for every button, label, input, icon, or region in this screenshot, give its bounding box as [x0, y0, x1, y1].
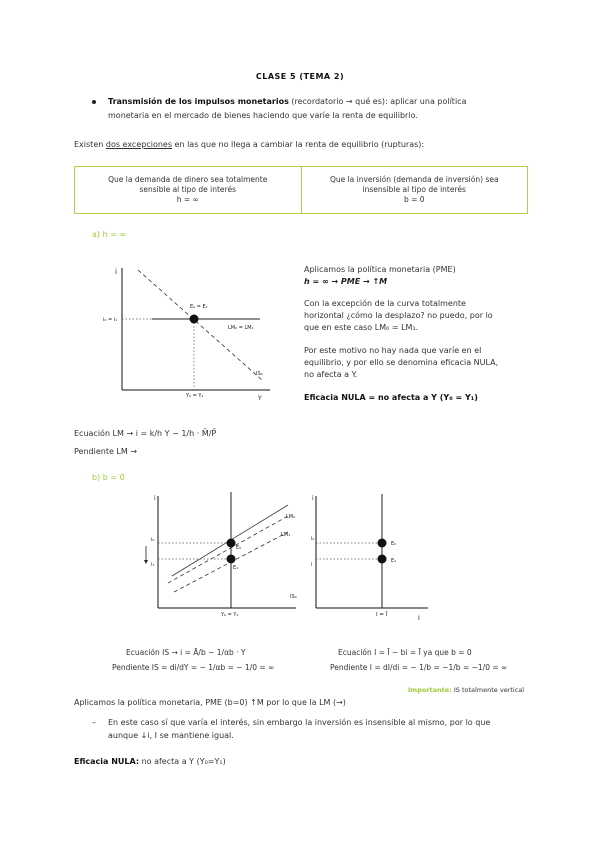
a-text-4: horizontal ¿cómo la desplazo? no puedo, por lo	[304, 311, 493, 320]
exception-right-l3: b = 0	[403, 195, 425, 204]
bullet-text	[108, 96, 528, 108]
graph-b-left-e1-point	[227, 555, 236, 564]
intro-underlined: dos excepciones	[105, 140, 172, 149]
note	[408, 686, 524, 695]
note-bold: Importante:	[408, 686, 452, 694]
a-text-5: que en este caso LM₀ = LM₁.	[304, 323, 419, 332]
graph-a-is-label: IS₀	[256, 371, 263, 377]
a-text-6: Por este motivo no hay nada que varíe en el	[304, 346, 482, 355]
graph-b-right-e0-point	[378, 539, 387, 548]
section-a-heading: a) h = ∞	[92, 230, 127, 239]
intro-post: en las que no llega a cambiar la renta de equilibrio (rupturas):	[172, 140, 425, 149]
eq-lm: Ecuación LM → i = k/h Y − 1/h · M̄/P̄	[74, 429, 217, 438]
graph-b-left-lm0	[168, 516, 291, 583]
exception-left	[75, 167, 301, 213]
exception-left-l1: Que la demanda de dinero sea totalmente	[108, 175, 268, 184]
note-rest: IS totalmente vertical	[451, 686, 525, 694]
final-line	[74, 756, 226, 768]
graph-b-right-e0: E₀	[391, 541, 397, 547]
bullet-line2: monetaria en el mercado de bienes haciendo que varíe la renta de equilibrio.	[108, 111, 418, 120]
exception-right-l2: insensible al tipo de interés	[362, 185, 466, 194]
bullet-dot	[92, 100, 96, 104]
dash-line-1: En este caso sí que varía el interés, sin embargo la inversión es insensible al mismo, por lo que	[108, 718, 491, 727]
graph-b-right-e1: E₁	[391, 558, 397, 564]
exception-right-l1: Que la inversión (demanda de inversión) sea	[329, 175, 499, 184]
graph-b-left-is-label: IS₀	[290, 594, 297, 600]
a-text-1: Aplicamos la política monetaria (PME)	[304, 265, 456, 274]
slope-i: Pendiente I = dI/di = − 1/b = −1/b = −1/0 = ∞	[330, 663, 508, 672]
graph-a-x-axis: Y	[258, 395, 262, 402]
a-text-3: Con la excepción de la curva totalmente	[304, 299, 466, 308]
page-title: CLASE 5 (TEMA 2)	[255, 72, 345, 81]
final-bold: Eficacia NULA:	[74, 757, 140, 766]
graph-a-eq-label: E₀ = E₁	[190, 304, 208, 310]
exception-left-l3: h = ∞	[176, 195, 199, 204]
graph-a-y-axis: i	[115, 268, 117, 276]
graph-b-left	[138, 488, 313, 624]
slope-is: Pendiente IS = di/dY = − 1/αb = − 1/0 = ∞	[112, 663, 275, 672]
graph-a-lm-label: LM₀ = LM₁	[228, 325, 254, 331]
graph-b-left-i0: i₀	[151, 537, 155, 543]
graph-a-y-label: Y₀ = Y₁	[186, 393, 204, 399]
graph-b-right-y-axis: i	[312, 495, 314, 502]
graph-b-left-y-axis: i	[154, 495, 156, 502]
bullet-rest: (recordatorio → qué es): aplicar una política	[291, 97, 467, 106]
graph-a-equilibrium-point	[190, 315, 199, 324]
graph-a	[100, 258, 280, 406]
graph-b-left-e0-point	[227, 539, 236, 548]
a-text-8: no afecta a Y.	[304, 370, 358, 379]
graph-b-left-lm0-label: LM₀	[286, 514, 296, 520]
exception-right	[301, 167, 528, 213]
graph-b-right-i0: i₀	[311, 536, 315, 542]
graph-b-right-i1: i	[311, 562, 313, 568]
intro-line	[74, 139, 424, 151]
apply-line: Aplicamos la política monetaria, PME (b=0) ↑M por lo que la LM (→)	[74, 698, 346, 707]
graph-b-right-x-axis: I	[418, 615, 420, 622]
graph-b-left-e0: E₀	[236, 545, 242, 551]
section-b-heading: b) b = 0	[92, 473, 125, 482]
eq-is: Ecuación IS → i = Ā/b − 1/αb · Y	[126, 648, 246, 657]
eq-i: Ecuación I = Ī − bi = Ī ya que b = 0	[338, 648, 472, 657]
graph-b-left-i1: i₁	[151, 562, 155, 568]
slope-lm: Pendiente LM →	[74, 447, 138, 456]
a-text-2: h = ∞ → PME → ↑M	[304, 277, 388, 286]
dash-icon: –	[92, 718, 96, 727]
graph-b-left-y-label: Y₀ = Y₁	[221, 612, 239, 618]
graph-b-right-i-label: I = Ī	[376, 612, 388, 618]
a-text-7: equilibrio, y por ello se denomina eficacia NULA,	[304, 358, 499, 367]
exceptions-table	[74, 166, 528, 214]
intro-pre: Existen	[74, 140, 106, 149]
graph-b-left-e1: E₁	[233, 565, 239, 571]
dash-line-2: aunque ↓i, I se mantiene igual.	[108, 731, 234, 740]
graph-b-right-e1-point	[378, 555, 387, 564]
graph-b-right	[302, 488, 434, 624]
a-text-9: Eficacia NULA = no afecta a Y (Y₀ = Y₁)	[304, 393, 478, 402]
final-rest: no afecta a Y (Y₀=Y₁)	[139, 757, 226, 766]
graph-b-left-lm1-label: LM₁	[281, 532, 291, 538]
graph-a-i-label: i₀ = i₁	[103, 317, 118, 323]
bullet-bold: Transmisión de los impulsos monetarios	[108, 97, 289, 106]
exception-left-l2: sensible al tipo de interés	[139, 185, 236, 194]
